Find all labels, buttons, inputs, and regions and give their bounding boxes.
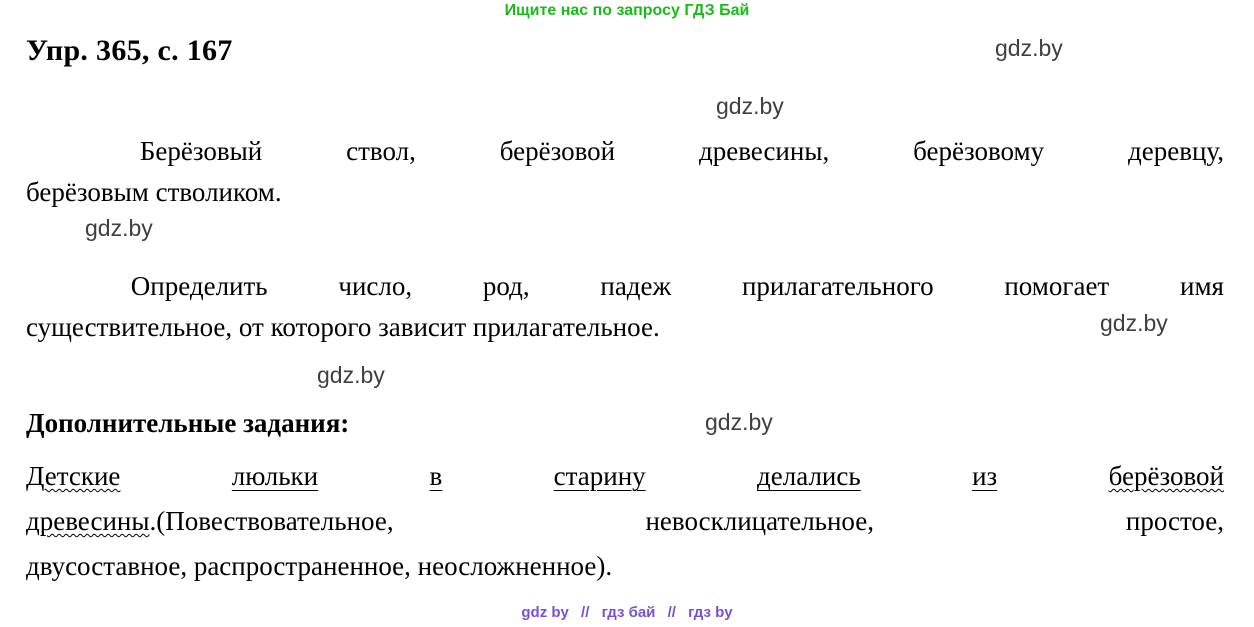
additional-tasks-heading: Дополнительные задания: xyxy=(26,408,350,438)
word: .(Повествовательное, xyxy=(149,506,394,536)
footer-part-2: гдз бай xyxy=(601,604,656,621)
word-underlined: делались xyxy=(757,461,861,491)
paragraph-answer-1 xyxy=(26,131,1224,213)
word-underlined-wavy: берёзовой xyxy=(1108,461,1224,491)
word: Берёзовый xyxy=(139,136,263,166)
word-group xyxy=(26,499,394,544)
paragraph-2-line-1 xyxy=(26,266,1224,307)
paragraph-answer-2 xyxy=(26,266,1224,348)
site-banner: Ищите нас по запросу ГДЗ Бай xyxy=(504,2,750,19)
word: ствол, xyxy=(346,136,416,166)
word-underlined-wavy: Детские xyxy=(26,461,121,491)
word: помогает xyxy=(1004,271,1110,301)
footer-separator: // xyxy=(581,604,590,621)
watermark: gdz.by xyxy=(85,215,153,241)
paragraph-3-line-3: двусоставное, распространенное, неосложненное). xyxy=(26,551,613,581)
word: невосклицательное, xyxy=(645,506,874,536)
watermark: gdz.by xyxy=(705,409,773,435)
watermark: gdz.by xyxy=(716,93,784,119)
paragraph-1-line-1 xyxy=(26,131,1224,172)
paragraph-3-line-2 xyxy=(26,499,1224,544)
word: падеж xyxy=(600,271,672,301)
word: деревцу, xyxy=(1128,136,1224,166)
word: простое, xyxy=(1125,506,1224,536)
word-underlined: старину xyxy=(553,461,646,491)
word: берёзовой xyxy=(499,136,616,166)
paragraph-1-line-2: берёзовым стволиком. xyxy=(26,177,282,207)
word: прилагательного xyxy=(741,271,934,301)
word: древесины, xyxy=(698,136,830,166)
watermark: gdz.by xyxy=(995,35,1063,61)
paragraph-2-line-2: существительное, от которого зависит прилагательное. xyxy=(26,312,660,342)
word: род, xyxy=(482,271,530,301)
footer xyxy=(0,604,1254,621)
footer-separator: // xyxy=(667,604,676,621)
word-underlined-wavy: древесины xyxy=(26,506,150,536)
word-underlined: из xyxy=(972,461,998,491)
paragraph-answer-3 xyxy=(26,454,1224,589)
word: Определить xyxy=(130,271,268,301)
watermark: gdz.by xyxy=(1100,310,1168,336)
word: число, xyxy=(338,271,413,301)
word: берёзовому xyxy=(913,136,1045,166)
word-underlined: люльки xyxy=(231,461,319,491)
word-underlined: в xyxy=(429,461,443,491)
paragraph-3-line-1 xyxy=(26,454,1224,499)
word: имя xyxy=(1180,271,1224,301)
watermark: gdz.by xyxy=(317,362,385,388)
footer-part-3: гдз by xyxy=(688,604,733,621)
footer-part-1: gdz by xyxy=(521,604,569,621)
page-title: Упр. 365, с. 167 xyxy=(26,34,233,67)
